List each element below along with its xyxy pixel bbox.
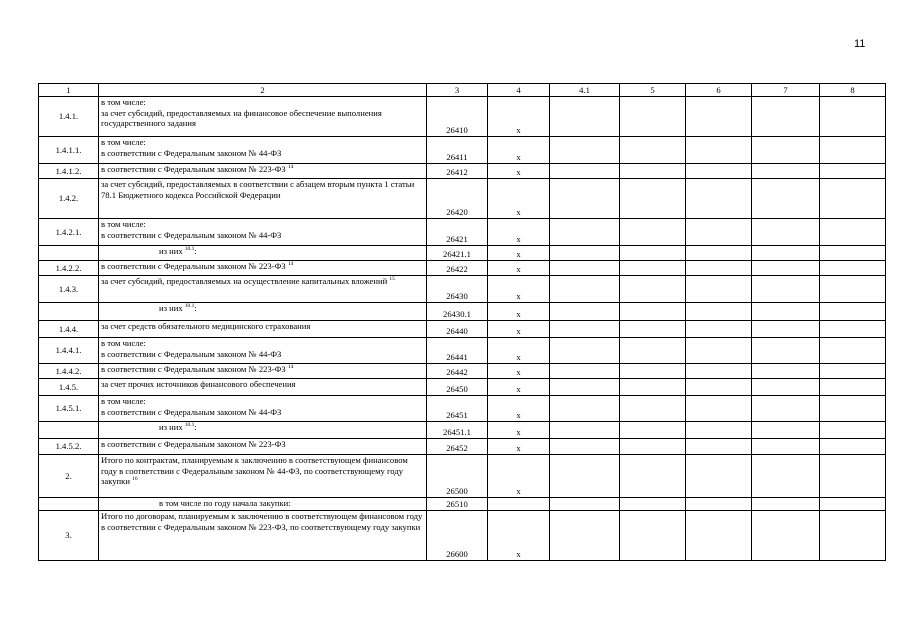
- row-number: 1.4.5.2.: [39, 439, 99, 455]
- empty-cell: [620, 276, 686, 303]
- row-mark: x: [488, 261, 550, 276]
- row-code: 26422: [427, 261, 488, 276]
- row-code: 26430.1: [427, 303, 488, 321]
- row-number: 1.4.4.2.: [39, 364, 99, 379]
- empty-cell: [686, 338, 752, 364]
- description-line: из них $^{10.1}$:: [159, 303, 197, 313]
- empty-cell: [686, 97, 752, 137]
- empty-cell: [752, 455, 820, 498]
- row-number: 1.4.5.: [39, 379, 99, 396]
- empty-cell: [752, 498, 820, 511]
- empty-cell: [752, 179, 820, 219]
- empty-cell: [752, 276, 820, 303]
- row-number: 1.4.4.: [39, 321, 99, 338]
- row-mark: x: [488, 321, 550, 338]
- row-mark: [488, 498, 550, 511]
- header-cell: 5: [620, 84, 686, 97]
- row-description: [99, 396, 427, 422]
- row-code: 26451.1: [427, 422, 488, 439]
- empty-cell: [620, 422, 686, 439]
- empty-cell: [820, 303, 886, 321]
- empty-cell: [550, 364, 620, 379]
- description-line: Итого по договорам, планируемым к заключению в соответствующем финансовом году в соответствии с Федеральным законом № 223-ФЗ, по соответствующему году закупки: [101, 511, 423, 532]
- empty-cell: [686, 379, 752, 396]
- empty-cell: [686, 455, 752, 498]
- footnote-ref: 14: [287, 164, 294, 171]
- empty-cell: [686, 137, 752, 164]
- description-line: в том числе:: [101, 219, 146, 229]
- empty-cell: [820, 164, 886, 179]
- row-number: [39, 246, 99, 261]
- empty-cell: [820, 261, 886, 276]
- row-description: [99, 303, 427, 321]
- footnote-ref: 10.1: [184, 422, 195, 429]
- header-cell: 1: [39, 84, 99, 97]
- row-code: 26421.1: [427, 246, 488, 261]
- row-number: 1.4.5.1.: [39, 396, 99, 422]
- row-mark: x: [488, 379, 550, 396]
- description-line: в том числе:: [101, 97, 146, 107]
- empty-cell: [620, 246, 686, 261]
- empty-cell: [686, 179, 752, 219]
- description-line: в соответствии с Федеральным законом № 223-ФЗ $^{14}$: [101, 261, 294, 271]
- table-row: [39, 498, 886, 511]
- empty-cell: [820, 276, 886, 303]
- row-number: 1.4.2.2.: [39, 261, 99, 276]
- empty-cell: [620, 97, 686, 137]
- empty-cell: [686, 164, 752, 179]
- header-cell: 8: [820, 84, 886, 97]
- row-description: [99, 261, 427, 276]
- row-number: 1.4.1.: [39, 97, 99, 137]
- empty-cell: [686, 303, 752, 321]
- row-number: 1.4.2.1.: [39, 219, 99, 246]
- row-description: [99, 276, 427, 303]
- row-number: [39, 422, 99, 439]
- empty-cell: [820, 396, 886, 422]
- row-code: 26441: [427, 338, 488, 364]
- row-description: [99, 246, 427, 261]
- row-mark: x: [488, 511, 550, 561]
- empty-cell: [686, 219, 752, 246]
- empty-cell: [752, 338, 820, 364]
- footnote-ref: 16: [132, 476, 138, 483]
- empty-cell: [820, 321, 886, 338]
- row-description: [99, 338, 427, 364]
- empty-cell: [550, 303, 620, 321]
- empty-cell: [550, 379, 620, 396]
- row-number: 3.: [39, 511, 99, 561]
- empty-cell: [550, 276, 620, 303]
- row-code: 26440: [427, 321, 488, 338]
- description-line: в том числе:: [101, 396, 146, 406]
- empty-cell: [686, 261, 752, 276]
- empty-cell: [620, 396, 686, 422]
- empty-cell: [752, 422, 820, 439]
- row-description: [99, 219, 427, 246]
- table-row: [39, 364, 886, 379]
- header-cell: 3: [427, 84, 488, 97]
- row-number: 2.: [39, 455, 99, 498]
- table-row: [39, 303, 886, 321]
- row-number: [39, 303, 99, 321]
- table-row: [39, 321, 886, 338]
- empty-cell: [820, 511, 886, 561]
- header-cell: 6: [686, 84, 752, 97]
- empty-cell: [752, 261, 820, 276]
- row-description: [99, 179, 427, 219]
- row-mark: x: [488, 364, 550, 379]
- row-number: 1.4.2.: [39, 179, 99, 219]
- row-code: 26600: [427, 511, 488, 561]
- row-mark: x: [488, 219, 550, 246]
- row-code: 26420: [427, 179, 488, 219]
- empty-cell: [752, 97, 820, 137]
- row-number: 1.4.4.1.: [39, 338, 99, 364]
- description-line: за счет субсидий, предоставляемых в соответствии с абзацем вторым пункта 1 статьи 78.1 Бюджетного кодекса Российской Федерации: [101, 179, 415, 200]
- description-line: в соответствии с Федеральным законом № 44-ФЗ: [101, 406, 282, 417]
- footnote-ref: 14: [287, 261, 294, 268]
- description-line: в том числе:: [101, 137, 146, 147]
- empty-cell: [620, 321, 686, 338]
- row-description: [99, 379, 427, 396]
- description-line: из них $^{10.1}$:: [159, 422, 197, 432]
- page-number: 11: [854, 38, 866, 50]
- empty-cell: [620, 303, 686, 321]
- empty-cell: [550, 179, 620, 219]
- description-line: из них $^{10.1}$:: [159, 246, 197, 256]
- empty-cell: [752, 439, 820, 455]
- empty-cell: [686, 246, 752, 261]
- empty-cell: [550, 219, 620, 246]
- empty-cell: [752, 379, 820, 396]
- header-cell: 4.1: [550, 84, 620, 97]
- description-line: в соответствии с Федеральным законом № 44-ФЗ: [101, 229, 282, 240]
- description-line: Итого по контрактам, планируемым к заключению в соответствующем финансовом году в соответствии с Федеральным законом № 44-ФЗ, по соответствующему году закупки $^{16}$: [101, 455, 408, 487]
- empty-cell: [820, 97, 886, 137]
- table-row: [39, 455, 886, 498]
- row-description: [99, 511, 427, 561]
- row-number: 1.4.3.: [39, 276, 99, 303]
- row-description: [99, 455, 427, 498]
- row-code: 26452: [427, 439, 488, 455]
- table-row: [39, 396, 886, 422]
- empty-cell: [550, 498, 620, 511]
- empty-cell: [620, 455, 686, 498]
- row-code: 26450: [427, 379, 488, 396]
- empty-cell: [550, 422, 620, 439]
- footnote-ref: 15: [389, 276, 395, 283]
- row-mark: x: [488, 396, 550, 422]
- empty-cell: [820, 439, 886, 455]
- table-row: [39, 164, 886, 179]
- table-row: [39, 219, 886, 246]
- row-number: [39, 498, 99, 511]
- table-row: [39, 338, 886, 364]
- empty-cell: [820, 338, 886, 364]
- empty-cell: [550, 261, 620, 276]
- table-row: [39, 439, 886, 455]
- header-cell: 7: [752, 84, 820, 97]
- row-mark: x: [488, 338, 550, 364]
- row-code: 26411: [427, 137, 488, 164]
- description-line: в соответствии с Федеральным законом № 44-ФЗ: [101, 348, 282, 359]
- table-row: [39, 379, 886, 396]
- row-code: 26421: [427, 219, 488, 246]
- description-line: в соответствии с Федеральным законом № 44-ФЗ: [101, 147, 282, 158]
- empty-cell: [620, 179, 686, 219]
- empty-cell: [820, 364, 886, 379]
- empty-cell: [686, 498, 752, 511]
- empty-cell: [550, 396, 620, 422]
- row-description: [99, 439, 427, 455]
- table-row: [39, 137, 886, 164]
- empty-cell: [820, 246, 886, 261]
- empty-cell: [620, 219, 686, 246]
- row-description: [99, 164, 427, 179]
- row-description: [99, 97, 427, 137]
- empty-cell: [752, 137, 820, 164]
- empty-cell: [620, 261, 686, 276]
- table-row: [39, 246, 886, 261]
- row-code: 26510: [427, 498, 488, 511]
- empty-cell: [752, 396, 820, 422]
- header-cell: 2: [99, 84, 427, 97]
- empty-cell: [686, 364, 752, 379]
- row-number: 1.4.1.1.: [39, 137, 99, 164]
- header-cell: 4: [488, 84, 550, 97]
- empty-cell: [820, 179, 886, 219]
- row-code: 26412: [427, 164, 488, 179]
- empty-cell: [620, 338, 686, 364]
- row-mark: x: [488, 303, 550, 321]
- row-mark: x: [488, 97, 550, 137]
- empty-cell: [820, 379, 886, 396]
- row-code: 26500: [427, 455, 488, 498]
- empty-cell: [820, 219, 886, 246]
- empty-cell: [550, 439, 620, 455]
- empty-cell: [620, 498, 686, 511]
- row-mark: x: [488, 246, 550, 261]
- table-row: [39, 179, 886, 219]
- empty-cell: [550, 338, 620, 364]
- row-description: [99, 498, 427, 511]
- table-row: [39, 97, 886, 137]
- row-mark: x: [488, 422, 550, 439]
- empty-cell: [686, 439, 752, 455]
- row-code: 26410: [427, 97, 488, 137]
- row-number: 1.4.1.2.: [39, 164, 99, 179]
- empty-cell: [686, 321, 752, 338]
- empty-cell: [620, 511, 686, 561]
- empty-cell: [752, 321, 820, 338]
- empty-cell: [620, 164, 686, 179]
- header-row: [39, 84, 886, 97]
- table-row: [39, 276, 886, 303]
- empty-cell: [550, 321, 620, 338]
- empty-cell: [550, 164, 620, 179]
- empty-cell: [820, 498, 886, 511]
- description-line: за счет средств обязательного медицинского страхования: [101, 321, 311, 331]
- row-mark: x: [488, 137, 550, 164]
- empty-cell: [550, 511, 620, 561]
- empty-cell: [752, 246, 820, 261]
- row-code: 26430: [427, 276, 488, 303]
- empty-cell: [620, 137, 686, 164]
- empty-cell: [820, 137, 886, 164]
- empty-cell: [550, 97, 620, 137]
- empty-cell: [752, 303, 820, 321]
- report-table: [38, 83, 886, 561]
- row-mark: x: [488, 276, 550, 303]
- empty-cell: [820, 455, 886, 498]
- empty-cell: [550, 246, 620, 261]
- row-code: 26442: [427, 364, 488, 379]
- row-mark: x: [488, 455, 550, 498]
- row-mark: x: [488, 164, 550, 179]
- row-description: [99, 422, 427, 439]
- empty-cell: [686, 396, 752, 422]
- row-description: [99, 321, 427, 338]
- description-line: в том числе:: [101, 338, 146, 348]
- row-mark: x: [488, 439, 550, 455]
- table-row: [39, 511, 886, 561]
- description-line: в том числе по году начала закупки:: [159, 498, 291, 508]
- empty-cell: [820, 422, 886, 439]
- empty-cell: [620, 364, 686, 379]
- description-line: за счет прочих источников финансового обеспечения: [101, 379, 296, 389]
- empty-cell: [686, 511, 752, 561]
- empty-cell: [686, 422, 752, 439]
- description-line: в соответствии с Федеральным законом № 223-ФЗ $^{14}$: [101, 364, 294, 374]
- table-row: [39, 261, 886, 276]
- empty-cell: [752, 219, 820, 246]
- empty-cell: [752, 364, 820, 379]
- table-row: [39, 422, 886, 439]
- row-description: [99, 137, 427, 164]
- empty-cell: [550, 455, 620, 498]
- footnote-ref: 10.1: [184, 246, 195, 253]
- empty-cell: [686, 276, 752, 303]
- row-code: 26451: [427, 396, 488, 422]
- footnote-ref: 14: [287, 364, 294, 371]
- footnote-ref: 10.1: [184, 303, 195, 310]
- description-line: в соответствии с Федеральным законом № 223-ФЗ: [101, 439, 286, 449]
- empty-cell: [620, 379, 686, 396]
- empty-cell: [620, 439, 686, 455]
- row-mark: x: [488, 179, 550, 219]
- description-line: за счет субсидий, предоставляемых на финансовое обеспечение выполнения государственного задания: [101, 107, 382, 129]
- description-line: за счет субсидий, предоставляемых на осуществление капитальных вложений $^{15}$: [101, 276, 395, 286]
- row-description: [99, 364, 427, 379]
- empty-cell: [550, 137, 620, 164]
- description-line: в соответствии с Федеральным законом № 223-ФЗ $^{14}$: [101, 164, 294, 174]
- empty-cell: [752, 511, 820, 561]
- empty-cell: [752, 164, 820, 179]
